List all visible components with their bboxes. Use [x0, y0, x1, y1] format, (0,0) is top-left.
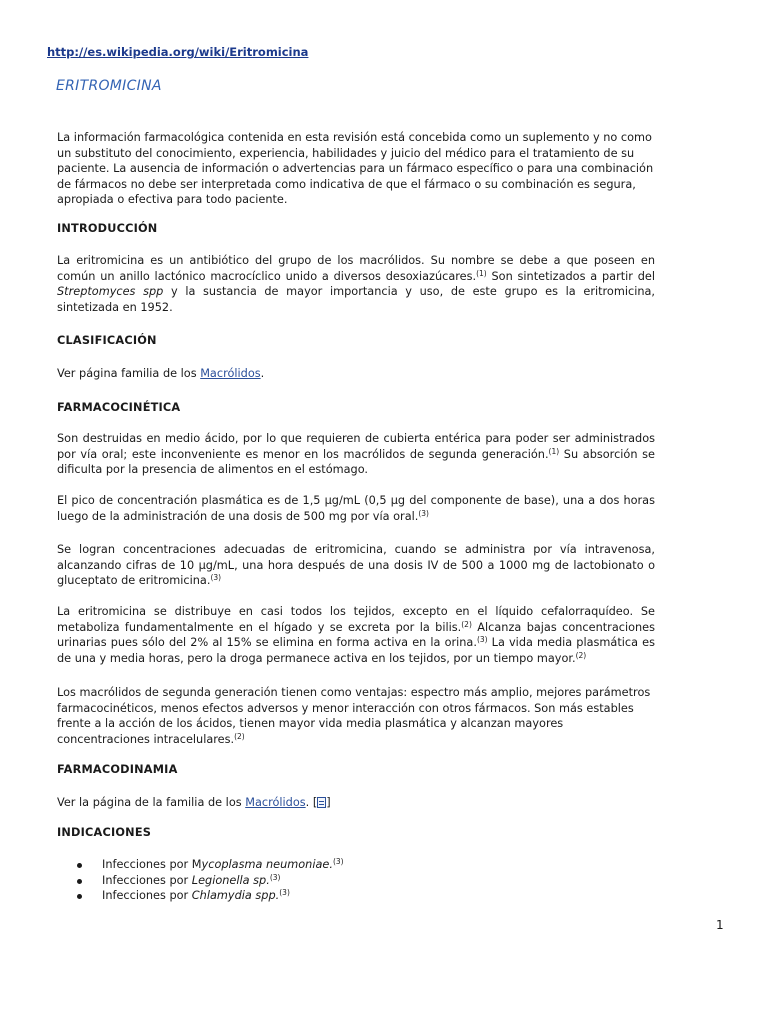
farmacocinetica-paragraph-2 — [57, 493, 655, 524]
text-span: Los macrólidos de segunda generación tienen como ventajas: espectro más amplio, mejores parámetros farmacocinéticos, menos efectos adversos y menor interacción con otros fármacos. Son más estables frente a la acción de los ácidos, tienen mayor vida media plasmática y alcanzan mayores concentraciones intracelulares. — [57, 686, 651, 746]
text-span: Son destruidas en medio ácido, por lo que requieren de cubierta entérica para poder ser administrados por vía oral; este inconveniente es menor en los macrólidos de segunda generación. — [57, 432, 655, 461]
text-span: Alcanza bajas concentraciones urinarias pues sólo del 2% al 15% se elimina en forma activa en la orina. — [57, 620, 655, 649]
disclaimer-paragraph: La información farmacológica contenida en esta revisión está concebida como un suplemento y no como un substituto del conocimiento, experiencia, habilidades y juicio del médico para el tratamiento de su paciente. La ausencia de información o advertencias para un fármaco específico o para una combinación de fármacos no debe ser interpretada como indicativa de que el fármaco o su combinación es segura, apropiada o efectiva para todo paciente. — [57, 131, 654, 206]
text-span: La eritromicina se distribuye en casi todos los tejidos, excepto en el líquido cefalorraquídeo. Se metaboliza fundamentalmente en el hígado y se excreta por la bilis. — [57, 605, 655, 634]
text-span: La vida media plasmática es de una y media horas, pero la droga permanece activa en los tejidos, por un tiempo mayor. — [57, 636, 655, 665]
reference-mark: (2) — [234, 731, 245, 741]
text-span: Ver la página de la familia de los — [57, 796, 246, 809]
text-span: La eritromicina es un antibiótico del grupo de los macrólidos. Su nombre se debe a que poseen en común un anillo lactónico macrocíclico unido a diversos desoxiazúcares. — [57, 254, 655, 283]
reference-mark: (2) — [575, 650, 587, 660]
text-span: Infecciones por — [102, 873, 192, 887]
text-span: Infecciones por — [102, 889, 192, 902]
text-span: . — [260, 367, 265, 380]
text-span: Se logran concentraciones adecuadas de eritromicina, cuando se administra por vía intravenosa, alcanzando cifras de 10 µg/mL, una hora después de una dosis IV de 500 a 1000 mg de lactobionato o gluceptato de eritromicina. — [57, 543, 655, 587]
farmacocinetica-paragraph-5 — [57, 685, 655, 747]
text-span: El pico de concentración plasmática es de 1,5 µg/mL (0,5 µg del componente de base), una a dos horas luego de la administración de una dosis de 500 mg por vía oral. — [57, 494, 655, 523]
heading-farmacodinamia: FARMACODINAMIA — [57, 763, 178, 776]
italic-text: Streptomyces spp — [57, 285, 164, 298]
text-span: y la sustancia de mayor importancia y uso, de este grupo es la eritromicina, sintetizada en 1952. — [57, 285, 656, 314]
heading-clasificacion: CLASIFICACIÓN — [57, 334, 157, 347]
text-span: . [ — [305, 796, 318, 809]
italic-text: ycoplasma neumoniae. — [201, 858, 333, 871]
clasificacion-paragraph — [57, 366, 655, 382]
reference-mark: (2) — [461, 619, 472, 629]
reference-mark: (1) — [548, 446, 560, 456]
heading-introduccion: INTRODUCCIÓN — [57, 222, 158, 235]
macrolidos-link[interactable]: Macrólidos — [245, 796, 306, 809]
italic-text: Chlamydia spp. — [191, 889, 280, 902]
reference-mark: (3) — [269, 872, 281, 882]
reference-mark: (3) — [210, 573, 222, 582]
bullet-icon — [77, 863, 82, 868]
macrolidos-link[interactable]: Macrólidos — [200, 367, 261, 380]
text-span: Su absorción se dificulta por la presencia de alimentos en el estómago. — [57, 447, 655, 476]
page-number: 1 — [716, 918, 724, 932]
farmacodinamia-paragraph — [57, 795, 655, 811]
indicaciones-list — [57, 857, 657, 904]
reference-mark: (3) — [476, 635, 488, 644]
list-item — [57, 888, 657, 904]
source-link[interactable]: http://es.wikipedia.org/wiki/Eritromicina — [47, 45, 309, 59]
text-span: Infecciones por M — [102, 858, 202, 871]
text-span: ] — [326, 796, 331, 809]
heading-farmacocinetica: FARMACOCINÉTICA — [57, 401, 181, 414]
bullet-icon — [77, 894, 82, 899]
page-title: ERITROMICINA — [56, 78, 162, 94]
italic-text: Legionella sp. — [191, 873, 270, 887]
text-span: Son sintetizados a partir del — [486, 269, 655, 283]
farmacocinetica-paragraph-4 — [57, 604, 655, 666]
document-reference-button[interactable] — [317, 796, 326, 809]
list-item — [57, 873, 657, 889]
farmacocinetica-paragraph-1 — [57, 431, 655, 478]
document-icon — [317, 797, 326, 808]
reference-mark: (3) — [279, 888, 290, 897]
bullet-icon — [77, 879, 82, 884]
heading-indicaciones: INDICACIONES — [57, 826, 152, 839]
list-item — [57, 857, 657, 873]
reference-mark: (1) — [476, 268, 487, 278]
text-span: Ver página familia de los — [57, 367, 201, 380]
introduccion-paragraph — [57, 253, 655, 315]
reference-mark: (3) — [418, 508, 429, 518]
farmacocinetica-paragraph-3 — [57, 542, 655, 589]
reference-mark: (3) — [332, 857, 344, 866]
